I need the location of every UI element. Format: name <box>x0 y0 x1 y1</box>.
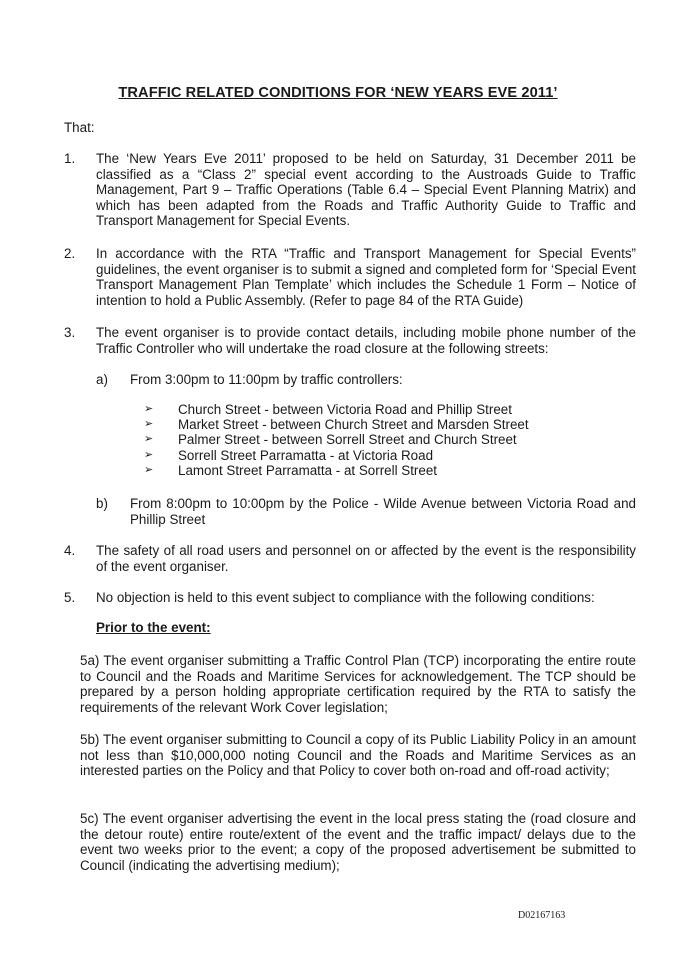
document-reference: D02167163 <box>518 910 566 921</box>
list-item: ➢ Church Street - between Victoria Road and Phillip Street <box>144 402 512 417</box>
arrow-bullet-icon: ➢ <box>144 448 154 461</box>
condition-5a: 5a) The event organiser submitting a Traffic Control Plan (TCP) incorporating the entire route to Council and the Roads and Maritime Services for acknowledgement. The TCP should be prepared by a person holding appropriate certification required by the RTA to satisfy the requirements of the relevant Work Cover legislation; <box>80 653 636 715</box>
item-number: 3. <box>64 325 76 340</box>
item-text: The ‘New Years Eve 2011’ proposed to be held on Saturday, 31 December 2011 be classified as a “Class 2” special event according to the Austroads Guide to Traffic Management, Part 9 – Traffic Operations (Table 6.4 – Special Event Planning Matrix) and which has been adapted from the Roads and Traffic Authority Guide to Traffic and Transport Management for Special Events. <box>96 151 636 229</box>
arrow-bullet-icon: ➢ <box>144 463 154 476</box>
sub-item-text: From 8:00pm to 10:00pm by the Police - Wilde Avenue between Victoria Road and Phillip Street <box>130 496 636 527</box>
condition-5c: 5c) The event organiser advertising the event in the local press stating the (road closure and the detour route) entire route/extent of the event and the traffic impact/ delays due to the event two weeks prior to the event; a copy of the proposed advertisement be submitted to Council (indicating the advertising medium); <box>80 811 636 873</box>
item-1 <box>64 151 636 229</box>
arrow-bullet-icon: ➢ <box>144 403 154 415</box>
sub-item-label: b) <box>96 496 108 511</box>
item-number: 1. <box>64 151 76 166</box>
sub-item-a <box>96 372 636 388</box>
arrow-bullet-icon: ➢ <box>144 418 154 431</box>
item-3 <box>64 325 636 356</box>
condition-5b: 5b) The event organiser submitting to Council a copy of its Public Liability Policy in an amount not less than $10,000,000 noting Council and the Roads and Maritime Services as an interested parties on the Policy and that Policy to cover both on-road and off-road activity; <box>80 732 636 779</box>
item-text: In accordance with the RTA “Traffic and Transport Management for Special Events” guidelines, the event organiser is to submit a signed and completed form for ‘Special Event Transport Management Plan Template’ which includes the Schedule 1 Form – Notice of intention to hold a Public Assembly. (Refer to page 84 of the RTA Guide) <box>96 246 636 308</box>
item-2 <box>64 246 636 308</box>
list-item: ➢ Sorrell Street Parramatta - at Victoria Road <box>144 447 434 463</box>
item-number: 5. <box>64 590 76 605</box>
sub-item-label: a) <box>96 372 108 387</box>
item-number: 4. <box>64 543 76 558</box>
item-5 <box>64 590 636 606</box>
item-number: 2. <box>64 246 76 261</box>
document-title: TRAFFIC RELATED CONDITIONS FOR ‘NEW YEARS EVE 2011’ <box>118 85 558 101</box>
item-text: The event organiser is to provide contact details, including mobile phone number of the Traffic Controller who will undertake the road closure at the following streets: <box>96 325 636 356</box>
list-item: ➢ Market Street - between Church Street and Marsden Street <box>144 417 529 433</box>
item-text: The safety of all road users and personnel on or affected by the event is the responsibility of the event organiser. <box>96 543 636 574</box>
arrow-bullet-icon: ➢ <box>144 433 154 446</box>
list-item: ➢ Lamont Street Parramatta - at Sorrell Street <box>144 462 437 478</box>
list-item: ➢ Palmer Street - between Sorrell Street and Church Street <box>144 432 517 448</box>
item-text: No objection is held to this event subject to compliance with the following conditions: <box>96 590 595 605</box>
street-list <box>144 402 529 478</box>
sub-item-text: From 3:00pm to 11:00pm by traffic controllers: <box>130 372 403 387</box>
sub-item-b <box>96 496 636 527</box>
intro-text: That: <box>64 120 95 135</box>
prior-heading: Prior to the event: <box>96 620 211 635</box>
item-4 <box>64 543 636 574</box>
